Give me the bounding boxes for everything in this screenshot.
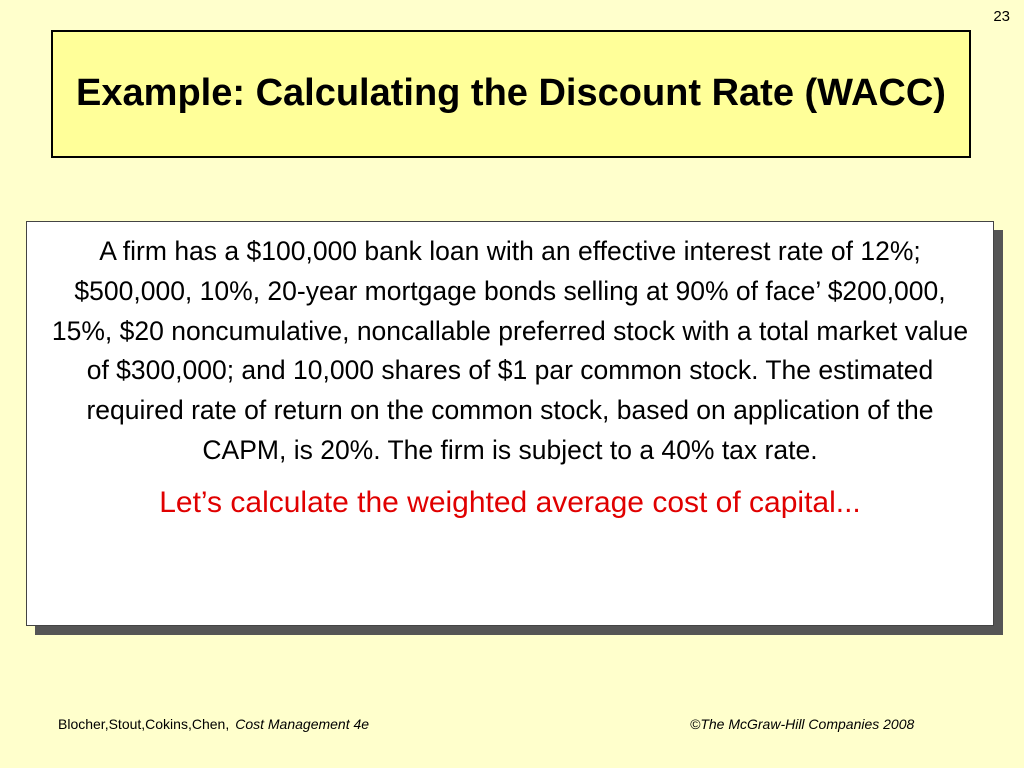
footer-book-title: Cost Management 4e <box>235 716 370 732</box>
footer-citation <box>58 716 369 732</box>
content-box <box>26 221 994 626</box>
title-box <box>51 30 971 158</box>
footer-authors: Blocher,Stout,Cokins,Chen, <box>58 716 230 732</box>
footer-copyright: ©The McGraw-Hill Companies 2008 <box>690 716 915 732</box>
problem-statement: A firm has a $100,000 bank loan with an effective interest rate of 12%; $500,000, 10%, 20-year mortgage bonds selling at 90% of face’ $200,000, 15%, $20 noncumulative, noncallable preferred stock with a total market value of $300,000; and 10,000 shares of $1 par common stock. The estimated required rate of return on the common stock, based on application of the CAPM, is 20%. The firm is subject to a 40% tax rate. <box>51 236 969 465</box>
call-to-action: Let’s calculate the weighted average cost of capital... <box>159 485 861 519</box>
slide-number: 23 <box>993 8 1010 25</box>
slide-title: Example: Calculating the Discount Rate (WACC) <box>76 72 946 115</box>
